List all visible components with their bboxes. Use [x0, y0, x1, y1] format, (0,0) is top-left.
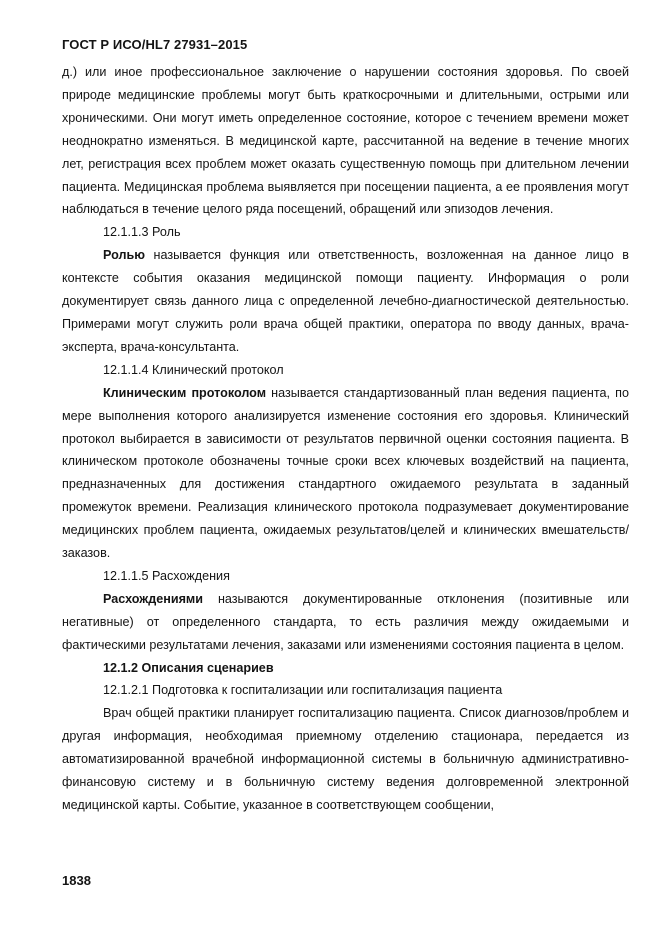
section-heading-role: 12.1.1.3 Роль: [103, 225, 181, 240]
paragraph-clinical-protocol-text: называется стандартизованный план ведения пациента, по мере выполнения которого анализируется изменение состояния его здоровья. Клинический протокол выбирается в зависимости от результатов первичной оценки состояния пациента. В клиническом протоколе обозначены точные сроки всех ключевых воздействий на пациента, предназначенных для достижения стандартного ожидаемого результата в заданный промежуток времени. Реализация клинического протокола подразумевает документирование медицинских проблем пациента, ожидаемых результатов/целей и клинических вмешательств/заказов.: [62, 385, 629, 561]
paragraph-admission: Врач общей практики планирует госпитализацию пациента. Список диагнозов/проблем и другая информация, необходимая приемному отделению стационара, передается из автоматизированной врачебной информационной системы в больничную административно-финансовую систему и в больничную систему ведения долговременной электронной медицинской карты. Событие, указанное в соответствующем сообщении,: [62, 706, 629, 812]
paragraph-medical-problem-continued: д.) или иное профессиональное заключение о нарушении состояния здоровья. По своей природе медицинские проблемы могут быть краткосрочными и длительными, острыми или хроническими. Они могут иметь определенное состояние, которое с течением времени может неоднократно изменяться. В медицинской карте, рассчитанной на ведение в течение многих лет, регистрация всех проблем может оказать существенную помощь при длительном лечении пациента. Медицинская проблема выявляется при посещении пациента, а ее проявления могут наблюдаться в течение целого ряда посещений, обращений или эпизодов лечения.: [62, 65, 629, 217]
section-heading-scenarios: 12.1.2 Описания сценариев: [103, 660, 274, 675]
standard-header: ГОСТ Р ИСО/HL7 27931–2015: [62, 37, 248, 52]
term-clinical-protocol: Клиническим протоколом: [103, 385, 267, 400]
document-body: [62, 61, 629, 817]
paragraph-clinical-protocol: [62, 382, 629, 565]
page-number: 1838: [62, 873, 91, 888]
section-heading-admission: 12.1.2.1 Подготовка к госпитализации или госпитализация пациента: [103, 683, 503, 698]
section-heading-clinical-protocol: 12.1.1.4 Клинический протокол: [103, 362, 284, 377]
paragraph-variance-text: называются документированные отклонения (позитивные или негативные) от определенного стандарта, то есть различия между ожидаемыми и фактическими результатами лечения, заказами или изменениями состояния пациента в целом.: [62, 591, 629, 652]
term-variance: Расхождениями: [103, 591, 203, 606]
paragraph-role-text: называется функция или ответственность, возложенная на данное лицо в контексте события оказания медицинской помощи пациенту. Информация о роли документирует связь данного лица с определенной лечебно-диагностической деятельностью. Примерами могут служить роли врача общей практики, оператора по вводу данных, врача-эксперта, врача-консультанта.: [62, 248, 629, 354]
paragraph-role: [62, 244, 629, 359]
term-role: Ролью: [103, 248, 145, 263]
paragraph-variance: [62, 588, 629, 657]
section-heading-variance: 12.1.1.5 Расхождения: [103, 568, 230, 583]
